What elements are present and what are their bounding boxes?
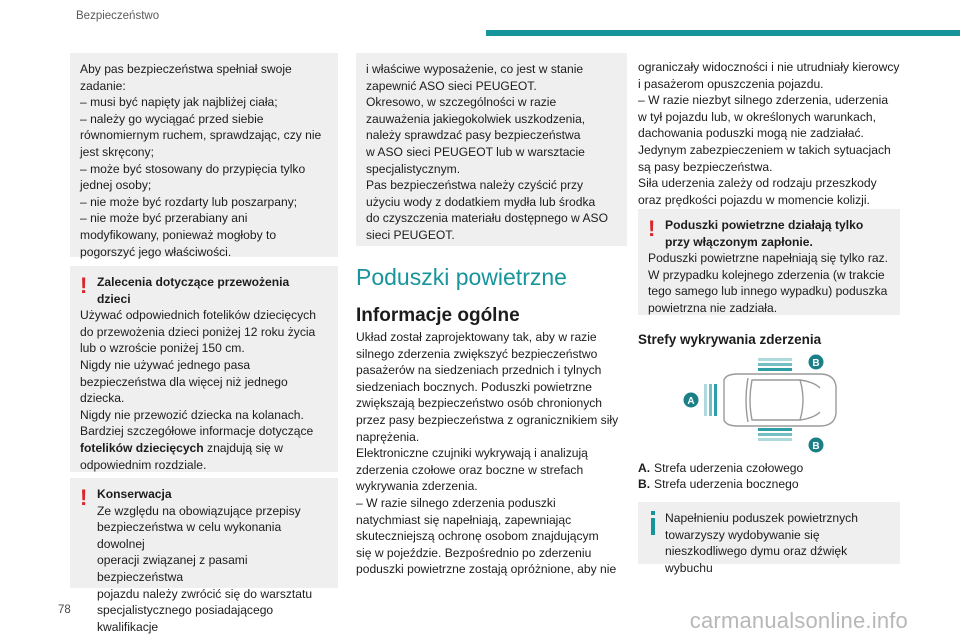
maintenance-continued-box: [356, 53, 627, 246]
child-transport-warning-title: Zalecenia dotyczące przewożenia dzieci: [97, 275, 290, 306]
airbags-general-text: Układ został zaprojektowany tak, aby w razie silnego zderzenia zwiększyć bezpieczeństwo pasażerów na siedzeniach przednich i tylnych siedzeniach bocznych. Poduszki powietrzne zwiększają bezpieczeństwo osób chronionych przez pasy bezpieczeństwa z ogranicznikiem siły naprężenia. Elektroniczne czujniki wykrywają i analizują zderzenia czołowe oraz boczne w strefach wykrywania zderzenia. – W razie silnego zderzenia poduszki natychmiast się napełniają, zapewniając skuteczniejszą ochronę osobom znajdującym się w pojeździe. Bezpośrednio po zderzeniu poduszki powietrzne zostają opróżnione, aby nie: [356, 330, 619, 577]
header-accent-bar: [486, 30, 960, 36]
ignition-warning-box: [638, 209, 900, 315]
airbag-deployment-info-text: Napełnieniu poduszek powietrznych towarzyszy wydobywanie się nieszkodliwego dymu oraz dźwięk wybuchu: [665, 511, 858, 575]
svg-text:B: B: [812, 358, 820, 369]
detection-zones-figure: [682, 350, 842, 462]
warning-icon: !: [80, 485, 88, 510]
car-outline: [724, 374, 836, 426]
detection-zones-title: Strefy wykrywania zderzenia: [638, 332, 822, 347]
ignition-warning-text: Poduszki powietrzne napełniają się tylko raz. W przypadku kolejnego zderzenia (w trakcie tego samego lub innego wypadku) poduszka powietrzna nie zadziała.: [648, 251, 888, 315]
seatbelt-requirements-box: [70, 53, 338, 257]
section-title-airbags: Poduszki powietrzne: [356, 264, 567, 290]
airbags-continued-text: ograniczały widoczności i nie utrudniały kierowcy i pasażerom opuszczenia pojazdu. – W razie niezbyt silnego zderzenia, uderzenia w tył pojazdu lub, w określonych warunkach, dachowania poduszki mogą nie zadziałać. Jedynym zabezpieczeniem w takich sytuacjach są pasy bezpieczeństwa. Siła uderzenia zależy od rodzaju przeszkody oraz prędkości pojazdu w momencie kolizji.: [638, 60, 900, 207]
warning-icon: !: [80, 273, 88, 298]
warning-text-part: Używać odpowiednich fotelików dziecięcych do przewożenia dzieci poniżej 12 roku życia lub o wzroście poniżej 150 cm. Nigdy nie używać jednego pasa bezpieczeństwa dla więcej niż jednego dziecka. Nigdy nie przewozić dziecka na kolanach. Bardziej szczegółowe informacje dotyczące: [80, 308, 316, 439]
maintenance-warning-box: [70, 478, 338, 634]
side-zone-top: [758, 358, 792, 371]
warning-text-part: znajdują się w odpowiednim rozdziale.: [80, 440, 283, 472]
figure-label-a: [684, 393, 699, 408]
svg-text:B: B: [812, 441, 820, 452]
running-header: Bezpieczeństwo: [76, 10, 160, 22]
child-transport-warning-box: [70, 266, 338, 472]
svg-text:A: A: [687, 396, 695, 407]
legend-key: B.: [638, 477, 651, 491]
legend-text: Strefa uderzenia bocznego: [654, 477, 799, 491]
child-transport-warning-text: [80, 307, 328, 473]
maintenance-warning-text: Ze względu na obowiązujące przepisy bezpieczeństwa w celu wykonania dowolnej operacji związanej z pasami bezpieczeństwa pojazdu należy zwrócić się do warsztatu specjalistycznego posiadającego kwalifikacje: [97, 503, 313, 634]
figure-label-b-bottom: [809, 438, 824, 453]
legend-item-a: [638, 460, 803, 477]
page-number: 78: [58, 604, 71, 616]
airbag-deployment-info-box: [638, 502, 900, 575]
frontal-zone: [704, 384, 717, 416]
ignition-warning-title: Poduszki powietrzne działają tylko przy włączonym zapłonie.: [665, 218, 864, 249]
subsection-title-general-info: Informacje ogólne: [356, 305, 520, 326]
maintenance-continued-text: i właściwe wyposażenie, co jest w stanie zapewnić ASO sieci PEUGEOT. Okresowo, w szczególności w razie zauważenia jakiegokolwiek uszkodzenia, należy sprawdzać pasy bezpieczeństwa w ASO sieci PEUGEOT lub w warsztacie specjalistycznym. Pas bezpieczeństwa należy czyścić przy użyciu wody z dodatkiem mydła lub środka do czyszczenia materiału dostępnego w ASO sieci PEUGEOT.: [366, 62, 609, 242]
figure-label-b-top: [809, 355, 824, 370]
legend-text: Strefa uderzenia czołowego: [654, 461, 804, 475]
legend-item-b: [638, 476, 799, 493]
info-icon: [648, 511, 658, 537]
maintenance-warning-title: Konserwacja: [97, 487, 172, 501]
legend-key: A.: [638, 461, 651, 475]
seatbelt-requirements-text: Aby pas bezpieczeństwa spełniał swoje zadanie: – musi być napięty jak najbliżej ciała; – należy go wyciągać przed siebie równomiernym ruchem, sprawdzając, czy nie jest skręcony; – może być stosowany do przypięcia tylko jednej osoby; – nie może być rozdarty lub poszarpany; – nie może być przerabiany ani modyfikowany, ponieważ mogłoby to pogorszyć jego właściwości.: [80, 62, 322, 259]
child-seats-emphasis: fotelików dziecięcych: [80, 440, 204, 455]
warning-icon: !: [648, 216, 656, 241]
side-zone-bottom: [758, 428, 792, 441]
watermark: carmanualsonline.info: [689, 608, 908, 633]
